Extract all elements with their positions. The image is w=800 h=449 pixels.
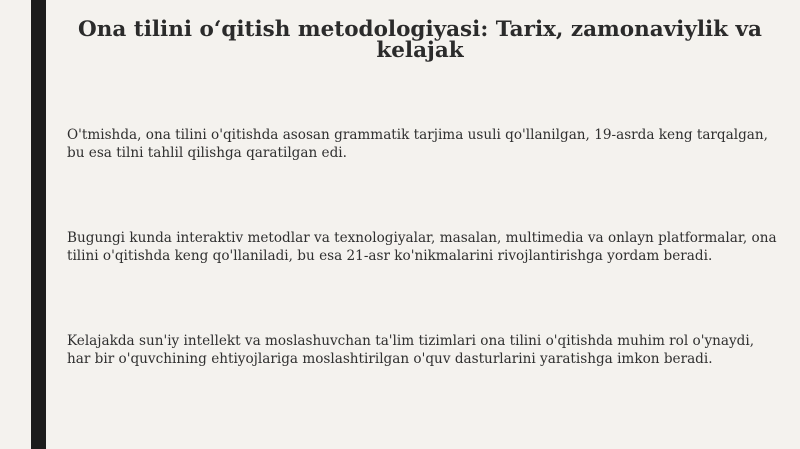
paragraph-future: Kelajakda sun'iy intellekt va moslashuvchan ta'lim tizimlari ona tilini o'qitishda muhim rol o'ynaydi, har bir o'quvchining ehtiyojlariga moslashtirilgan o'quv dasturlarini yaratishga imkon beradi. [67,333,755,367]
slide-title: Ona tilini o‘qitish metodologiyasi: Tarix, zamonaviylik va kelajak [78,17,762,63]
paragraph-past: O'tmishda, ona tilini o'qitishda asosan grammatik tarjima usuli qo'llanilgan, 19-asrda keng tarqalgan, bu esa tilni tahlil qilishga qaratilgan edi. [67,127,768,161]
accent-bar [31,0,46,449]
paragraph-present: Bugungi kunda interaktiv metodlar va texnologiyalar, masalan, multimedia va onlayn platformalar, ona tilini o'qitishda keng qo'llaniladi, bu esa 21-asr ko'nikmalarini rivojlantirishga yordam beradi. [67,230,777,264]
